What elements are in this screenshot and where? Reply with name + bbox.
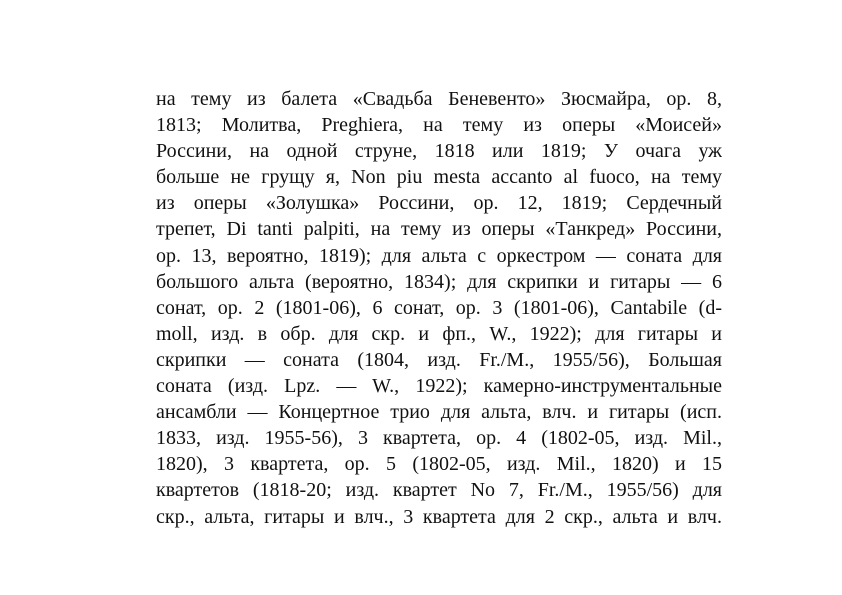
body-text [156,86,722,530]
text-line-5: из оперы «Золушка» Россини, ор. 12, 1819; Сердечный [156,192,722,215]
text-line-15: 1820), 3 квартета, ор. 5 (1802-05, изд. Mil., 1820) и 15 [156,453,722,476]
text-line-9: сонат, ор. 2 (1801-06), 6 сонат, ор. 3 (1801-06), Cantabile (d- [156,296,722,319]
text-line-13: ансамбли — Концертное трио для альта, влч. и гитары (исп. [156,401,722,424]
text-line-4: больше не грущу я, Non piu mesta accanto al fuoco, на тему [156,166,722,189]
text-line-14: 1833, изд. 1955-56), 3 квартета, ор. 4 (1802-05, изд. Mil., [156,427,722,450]
text-line-10: moll, изд. в обр. для скр. и фп., W., 1922); для гитары и [156,322,722,345]
text-line-11: скрипки — соната (1804, изд. Fr./M., 1955/56), Большая [156,348,722,371]
text-line-12: соната (изд. Lpz. — W., 1922); камерно-инструментальные [156,375,722,398]
text-line-17: скр., альта, гитары и влч., 3 квартета для 2 скр., альта и влч. [156,505,722,528]
text-line-6: трепет, Di tanti palpiti, на тему из оперы «Танкред» Россини, [156,218,722,241]
text-line-8: большого альта (вероятно, 1834); для скрипки и гитары — 6 [156,270,722,293]
text-line-3: Россини, на одной струне, 1818 или 1819; У очага уж [156,140,722,163]
text-line-16: квартетов (1818-20; изд. квартет No 7, Fr./M., 1955/56) для [156,479,722,502]
text-line-7: ор. 13, вероятно, 1819); для альта с оркестром — соната для [156,244,722,267]
text-line-2: 1813; Молитва, Preghiera, на тему из оперы «Моисей» [156,114,722,137]
text-line-1: на тему из балета «Свадьба Беневенто» Зюсмайра, ор. 8, [156,88,722,110]
